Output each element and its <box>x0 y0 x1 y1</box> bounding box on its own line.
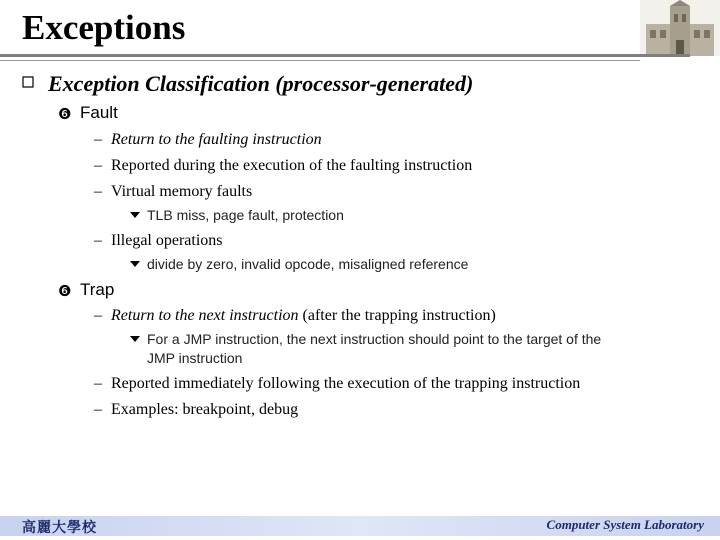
illegal-detail: divide by zero, invalid opcode, misaligned reference <box>147 256 469 272</box>
university-building-logo <box>640 0 720 56</box>
vm-detail: TLB miss, page fault, protection <box>147 207 344 223</box>
university-name: 高麗大學校 <box>22 520 97 536</box>
down-triangle-bullet-icon <box>130 211 140 219</box>
fault-item-1: Return to the faulting instruction <box>111 131 322 148</box>
footer-bar <box>0 516 720 536</box>
fault-item-2: Reported during the execution of the faulting instruction <box>111 157 473 174</box>
dash-bullet: – <box>94 401 102 418</box>
jmp-detail-line1: For a JMP instruction, the next instruction should point to the target of the <box>147 331 602 347</box>
title-divider <box>0 54 690 57</box>
down-triangle-bullet-icon <box>130 260 140 268</box>
trap-return-italic: Return to the next instruction <box>111 307 299 324</box>
ornament-bullet-icon: ❻ <box>58 282 72 300</box>
title-divider-thin <box>0 60 640 61</box>
trap-label: Trap <box>80 280 115 299</box>
down-triangle-bullet-icon <box>130 335 140 343</box>
trap-item-2: Reported immediately following the execution of the trapping instruction <box>111 375 581 392</box>
dash-bullet: – <box>94 157 102 174</box>
trap-item-1 <box>111 307 496 325</box>
ornament-bullet-icon: ❻ <box>58 105 72 123</box>
dash-bullet: – <box>94 131 102 148</box>
slide-title: Exceptions <box>22 8 186 47</box>
section-heading: Exception Classification (processor-generated) <box>48 71 474 96</box>
square-bullet-icon <box>22 76 34 88</box>
lab-name: Computer System Laboratory <box>546 517 704 532</box>
jmp-detail-line2: JMP instruction <box>147 350 243 366</box>
trap-item-3: Examples: breakpoint, debug <box>111 401 299 418</box>
dash-bullet: – <box>94 183 102 200</box>
dash-bullet: – <box>94 232 102 249</box>
dash-bullet: – <box>94 307 102 324</box>
illegal-operations: Illegal operations <box>111 232 223 249</box>
dash-bullet: – <box>94 375 102 392</box>
trap-return-rest: (after the trapping instruction) <box>298 307 496 324</box>
fault-label: Fault <box>80 103 118 122</box>
fault-item-3: Virtual memory faults <box>111 183 253 200</box>
